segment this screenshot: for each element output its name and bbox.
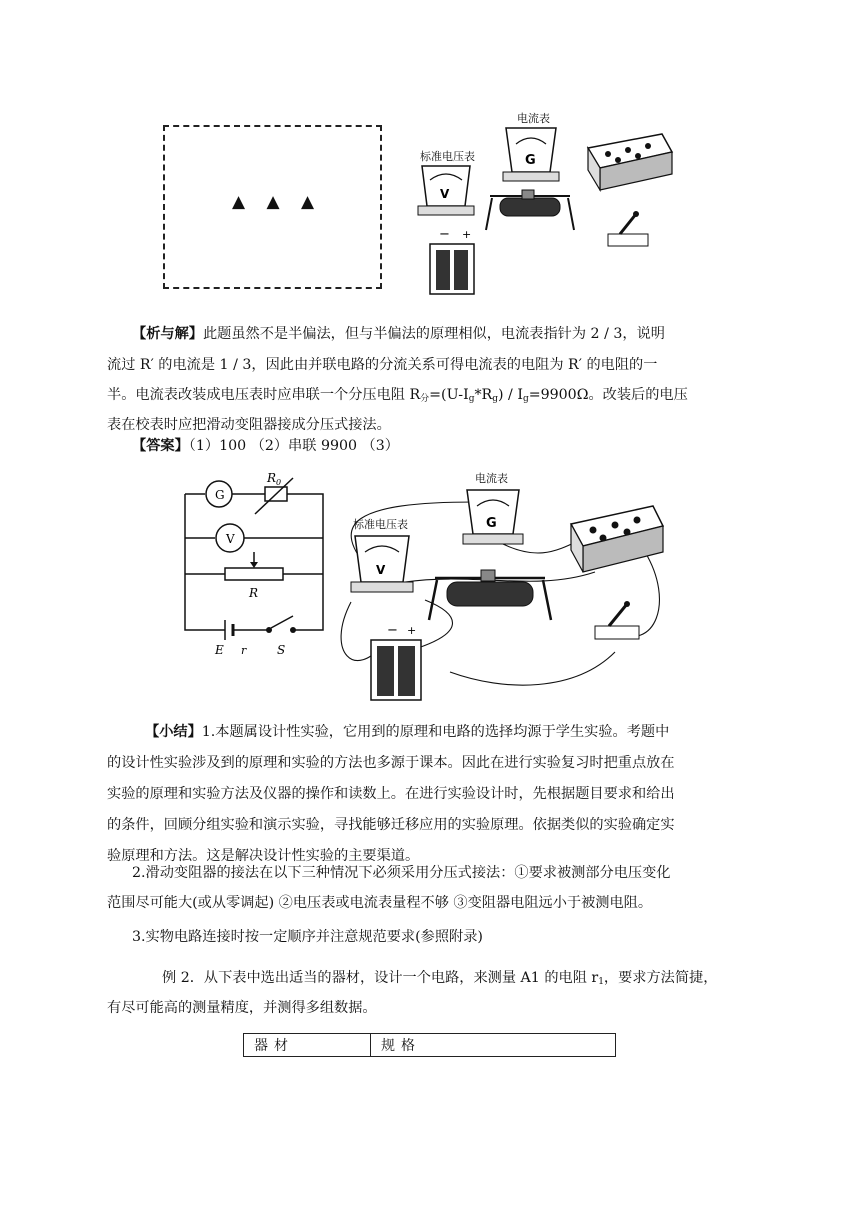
circuit-and-apparatus-figure — [175, 462, 665, 712]
knife-switch-device-2 — [595, 601, 639, 639]
rule-2-line-2: 范围尽可能大(或从零调起) ②电压表或电流表量程不够 ③变阻器电阻远小于被测电阻。 — [107, 895, 653, 911]
table-header-equipment: 器材 — [244, 1034, 371, 1057]
ammeter-symbol: G — [525, 153, 536, 168]
voltmeter-label-2: 标准电压表 — [353, 518, 408, 531]
analysis-line-4: 表在校表时应把滑动变阻器接成分压式接法。 — [107, 417, 391, 433]
battery-plus-2: + — [407, 624, 417, 637]
voltmeter-device-2 — [351, 517, 413, 592]
rule-3-line: 3.实物电路连接时按一定顺序并注意规范要求(参照附录) — [132, 929, 483, 945]
placeholder-triangles: ▲ ▲ ▲ — [232, 192, 323, 212]
rule-2-line-1: 2.滑动变阻器的接法在以下三种情况下必须采用分压式接法：①要求被测部分电压变化 — [132, 865, 671, 881]
voltmeter-device — [418, 149, 475, 215]
example-2-line-1: 例 2．从下表中选出适当的器材，设计一个电路，来测量 A1 的电阻 $r_1$，要求方法简捷， — [162, 970, 718, 987]
summary-heading: 【小结】 — [145, 724, 202, 740]
rheostat-device — [486, 190, 574, 230]
answer-line: 【答案】（1）100 （2）串联 9900 （3） — [132, 438, 399, 454]
rheostat-label: R — [249, 586, 259, 600]
ammeter-device-2 — [463, 471, 523, 544]
knife-switch-device — [608, 211, 648, 246]
emf-label: E — [215, 643, 224, 657]
voltmeter-symbol: V — [440, 187, 450, 201]
summary-line-5: 验原理和方法。这是解决设计性实验的主要渠道。 — [107, 848, 420, 864]
switch-label: S — [277, 643, 286, 657]
voltmeter-circuit-symbol: V — [226, 532, 235, 546]
summary-line-1: 【小结】1.本题属设计性实验，它用到的原理和电路的选择均源于学生实验。考题中 — [145, 724, 670, 740]
battery-minus: − — [439, 227, 450, 242]
ammeter-device — [503, 111, 559, 181]
galvanometer-symbol: G — [215, 488, 225, 502]
ammeter-symbol-2: G — [486, 516, 497, 531]
analysis-line-3: 半。电流表改装成电压表时应串联一个分压电阻 $R_分=(U-I_g*R_g) / I_g=9900\Omega$。改装后的电压 — [107, 387, 688, 404]
battery-plus: + — [462, 228, 472, 241]
summary-line-4: 的条件，回顾分组实验和演示实验，寻找能够迁移应用的实验原理。依据类似的实验确定实 — [107, 817, 675, 833]
internal-resistance-label: r — [241, 644, 247, 657]
r0-label: $R_0$ — [267, 471, 282, 487]
battery-device — [430, 227, 474, 294]
table-header-row — [244, 1034, 616, 1057]
voltmeter-symbol-2: V — [376, 563, 386, 577]
circuit-schematic — [185, 478, 323, 640]
analysis-line-2: 流过 R′ 的电流是 1 / 3，因此由并联电路的分流关系可得电流表的电阻为 R′ 的电阻的一 — [107, 357, 658, 373]
battery-minus-2: − — [387, 623, 398, 638]
answer-heading: 【答案】 — [132, 438, 189, 454]
equipment-table — [243, 1033, 616, 1057]
analysis-line-1: 【析与解】此题虽然不是半偏法，但与半偏法的原理相似，电流表指针为 2 / 3，说明 — [132, 326, 665, 342]
resistance-box-device-2 — [571, 506, 663, 572]
ammeter-label-2: 电流表 — [475, 472, 508, 485]
analysis-heading: 【析与解】 — [132, 326, 203, 342]
ammeter-label: 电流表 — [517, 112, 550, 125]
battery-device-2 — [371, 623, 421, 700]
apparatus-illustration-1 — [410, 108, 680, 298]
voltmeter-label: 标准电压表 — [420, 150, 475, 163]
summary-line-2: 的设计性实验涉及到的原理和实验的方法也多源于课本。因此在进行实验复习时把重点放在 — [107, 755, 675, 771]
resistance-box-device — [588, 134, 672, 190]
example-2-line-2: 有尽可能高的测量精度，并测得多组数据。 — [107, 1000, 377, 1016]
table-header-spec: 规格 — [371, 1034, 616, 1057]
summary-line-3: 实验的原理和实验方法及仪器的操作和读数上。在进行实验设计时，先根据题目要求和给出 — [107, 786, 675, 802]
